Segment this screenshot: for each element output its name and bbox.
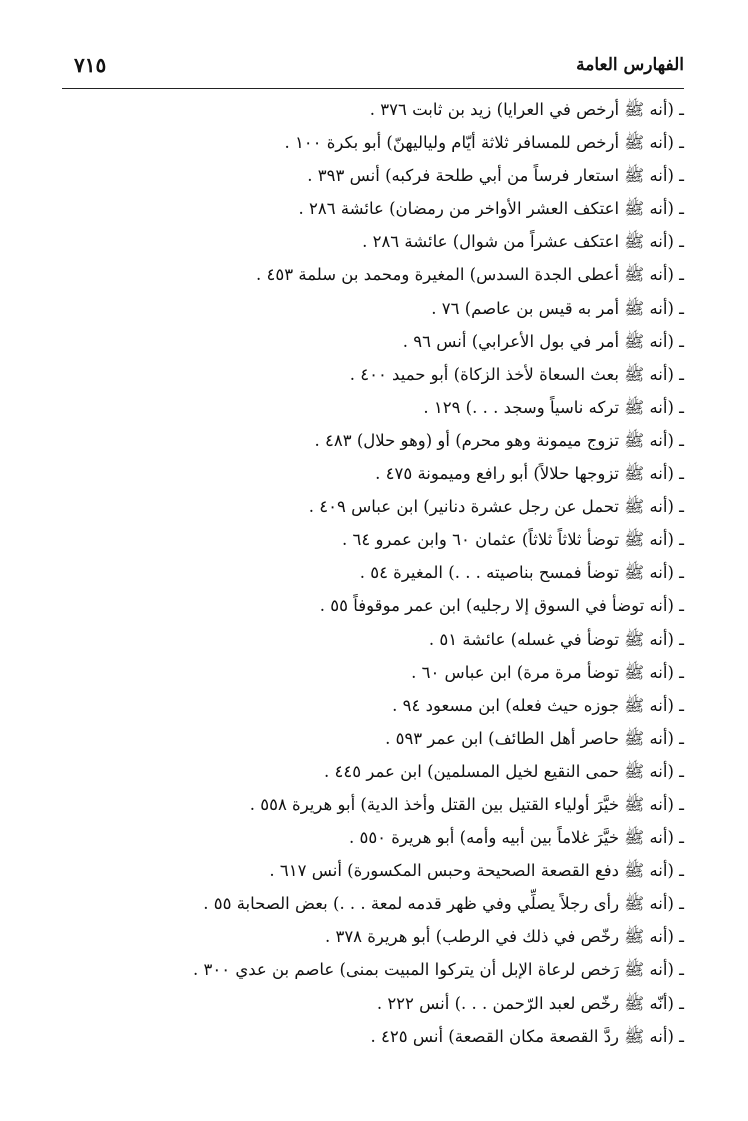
index-entry: ـ (أنه ﷺ جوزه حيث فعله) ابن مسعود ٩٤ . xyxy=(392,695,684,715)
index-entry: ـ (أنّه ﷺ رخّص لعبد الرّحمن . . .) أنس ٢٢٢ . xyxy=(376,993,684,1013)
index-entry: ـ (أنه ﷺ حاصر أهل الطائف) ابن عمر ٥٩٣ . xyxy=(385,728,684,748)
index-entry: ـ (أنه ﷺ رأى رجلاً يصلِّي وفي ظهر قدمه لمعة . . .) بعض الصحابة ٥٥ . xyxy=(203,894,684,914)
index-entry: ـ (أنه ﷺ تزوجها حلالاً) أبو رافع وميمونة ٤٧٥ . xyxy=(375,464,684,484)
index-entry: ـ (أنه ﷺ تركه ناسياً وسجد . . .) ١٢٩ . xyxy=(423,397,684,417)
header-divider xyxy=(62,88,684,89)
index-entry: ـ (أنه ﷺ تحمل عن رجل عشرة دنانير) ابن عباس ٤٠٩ . xyxy=(308,497,684,517)
running-title: الفهارس العامة xyxy=(576,55,684,75)
hadith-index-list xyxy=(64,93,684,1053)
index-entry: ـ (أنه ﷺ أمر في بول الأعرابي) أنس ٩٦ . xyxy=(402,331,684,351)
index-entry: ـ (أنه ﷺ دفع القصعة الصحيحة وحبس المكسورة) أنس ٦١٧ . xyxy=(269,861,684,881)
page-number: ٧١٥ xyxy=(74,53,107,77)
index-entry: ـ (أنه ﷺ رخّص في ذلك في الرطب) أبو هريرة ٣٧٨ . xyxy=(324,927,684,947)
index-entry: ـ (أنه ﷺ توضأ ثلاثاً ثلاثاً) عثمان ٦٠ وابن عمرو ٦٤ . xyxy=(341,530,684,550)
index-entry: ـ (أنه ﷺ توضأ مرة مرة) ابن عباس ٦٠ . xyxy=(411,662,684,682)
index-entry: ـ (أنه ﷺ خيَّرَ أولياء القتيل بين القتل وأخذ الدية) أبو هريرة ٥٥٨ . xyxy=(249,794,684,814)
index-entry: ـ (أنه ﷺ تزوج ميمونة وهو محرم) أو (وهو حلال) ٤٨٣ . xyxy=(314,430,684,450)
index-entry: ـ (أنه ﷺ أرخص للمسافر ثلاثة أيّام ولياليهنّ) أبو بكرة ١٠٠ . xyxy=(284,133,684,153)
index-entry: ـ (أنه ﷺ توضأ فمسح بناصيته . . .) المغيرة ٥٤ . xyxy=(359,563,684,583)
index-entry: ـ (أنه توضأ في السوق إلا رجليه) ابن عمر موقوفاً ٥٥ . xyxy=(319,596,684,616)
index-entry: ـ (أنه ﷺ استعار فرساً من أبي طلحة فركبه) أنس ٣٩٣ . xyxy=(307,166,684,186)
index-entry: ـ (أنه ﷺ أعطى الجدة السدس) المغيرة ومحمد بن سلمة ٤٥٣ . xyxy=(256,265,684,285)
index-entry: ـ (أنه ﷺ توضأ في غسله) عائشة ٥١ . xyxy=(428,629,684,649)
index-entry: ـ (أنه ﷺ حمى النقيع لخيل المسلمين) ابن عمر ٤٤٥ . xyxy=(324,761,684,781)
index-entry: ـ (أنه ﷺ رَخص لرعاة الإبل أن يتركوا المبيت بمنى) عاصم بن عدي ٣٠٠ . xyxy=(192,960,684,980)
page-header xyxy=(60,55,684,85)
index-entry: ـ (أنه ﷺ اعتكف العشر الأواخر من رمضان) عائشة ٢٨٦ . xyxy=(298,199,684,219)
index-entry: ـ (أنه ﷺ أرخص في العرايا) زيد بن ثابت ٣٧٦ . xyxy=(369,100,684,119)
index-entry: ـ (أنه ﷺ بعث السعاة لأخذ الزكاة) أبو حميد ٤٠٠ . xyxy=(349,364,684,384)
index-entry: ـ (أنه ﷺ ردَّ القصعة مكان القصعة) أنس ٤٢٥ . xyxy=(370,1026,684,1046)
index-entry: ـ (أنه ﷺ أمر به قيس بن عاصم) ٧٦ . xyxy=(431,298,684,318)
index-entry: ـ (أنه ﷺ اعتكف عشراً من شوال) عائشة ٢٨٦ . xyxy=(362,232,684,252)
index-entry: ـ (أنه ﷺ خيَّرَ غلاماً بين أبيه وأمه) أبو هريرة ٥٥٠ . xyxy=(348,828,684,848)
